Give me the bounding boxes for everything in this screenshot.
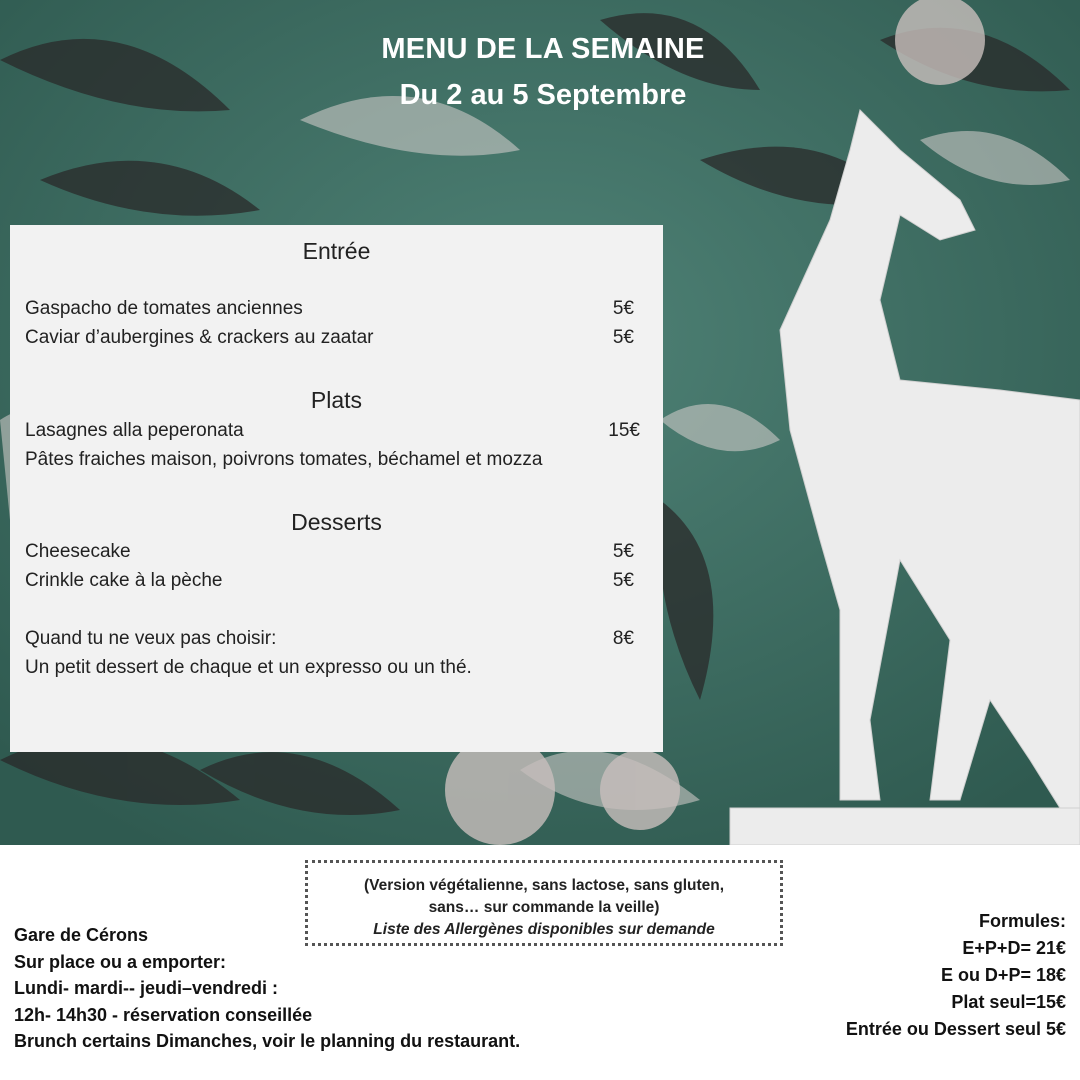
item-name: Gaspacho de tomates anciennes: [25, 298, 303, 319]
formules: [846, 908, 1066, 1043]
item-name: Quand tu ne veux pas choisir:: [25, 628, 277, 649]
item-price: 5€: [612, 541, 634, 562]
section-title-entree: Entrée: [302, 238, 371, 264]
item-name: Caviar d’aubergines & crackers au zaatar: [25, 327, 374, 348]
menu-item: [25, 541, 640, 563]
formule-line: E+P+D= 21€: [962, 938, 1066, 958]
menu-item: [25, 327, 640, 349]
opening-hours: 12h- 14h30 - réservation conseillée: [14, 1004, 313, 1025]
menu-item: [25, 570, 640, 592]
item-price: 15€: [608, 420, 640, 441]
menu-item: [25, 298, 640, 320]
formules-title: Formules:: [978, 911, 1066, 931]
item-price: 8€: [612, 628, 634, 649]
item-description: Un petit dessert de chaque et un expresso ou un thé.: [25, 657, 472, 678]
allergens-notice: Liste des Allergènes disponibles sur demande: [373, 921, 715, 938]
item-price: 5€: [612, 298, 634, 319]
menu-item: [25, 420, 640, 442]
restaurant-info: [14, 922, 520, 1055]
brunch-info: Brunch certains Dimanches, voir le planning du restaurant.: [14, 1031, 521, 1051]
item-price: 5€: [612, 327, 634, 348]
item-description: Pâtes fraiches maison, poivrons tomates, béchamel et mozza: [25, 449, 543, 470]
item-name: Lasagnes alla peperonata: [25, 420, 244, 441]
menu-item: [25, 628, 640, 650]
location: Gare de Cérons: [14, 925, 149, 945]
formule-line: E ou D+P= 18€: [940, 965, 1066, 985]
section-title-plats: Plats: [310, 387, 363, 413]
menu-card: [10, 225, 663, 752]
formule-line: Plat seul=15€: [951, 992, 1066, 1012]
notice-line: (Version végétalienne, sans lactose, sans gluten,: [363, 877, 725, 894]
date-range: Du 2 au 5 Septembre: [399, 79, 687, 111]
page-title: MENU DE LA SEMAINE: [381, 33, 705, 65]
section-title-desserts: Desserts: [291, 509, 382, 535]
item-name: Crinkle cake à la pèche: [25, 570, 223, 591]
formule-line: Entrée ou Dessert seul 5€: [845, 1019, 1066, 1039]
item-name: Cheesecake: [25, 541, 131, 562]
notice-line: sans… sur commande la veille): [428, 899, 660, 916]
menu-header: [300, 32, 786, 112]
item-price: 5€: [612, 570, 634, 591]
opening-days: Lundi- mardi-- jeudi–vendredi :: [14, 978, 279, 998]
service-mode: Sur place ou a emporter:: [14, 951, 227, 972]
